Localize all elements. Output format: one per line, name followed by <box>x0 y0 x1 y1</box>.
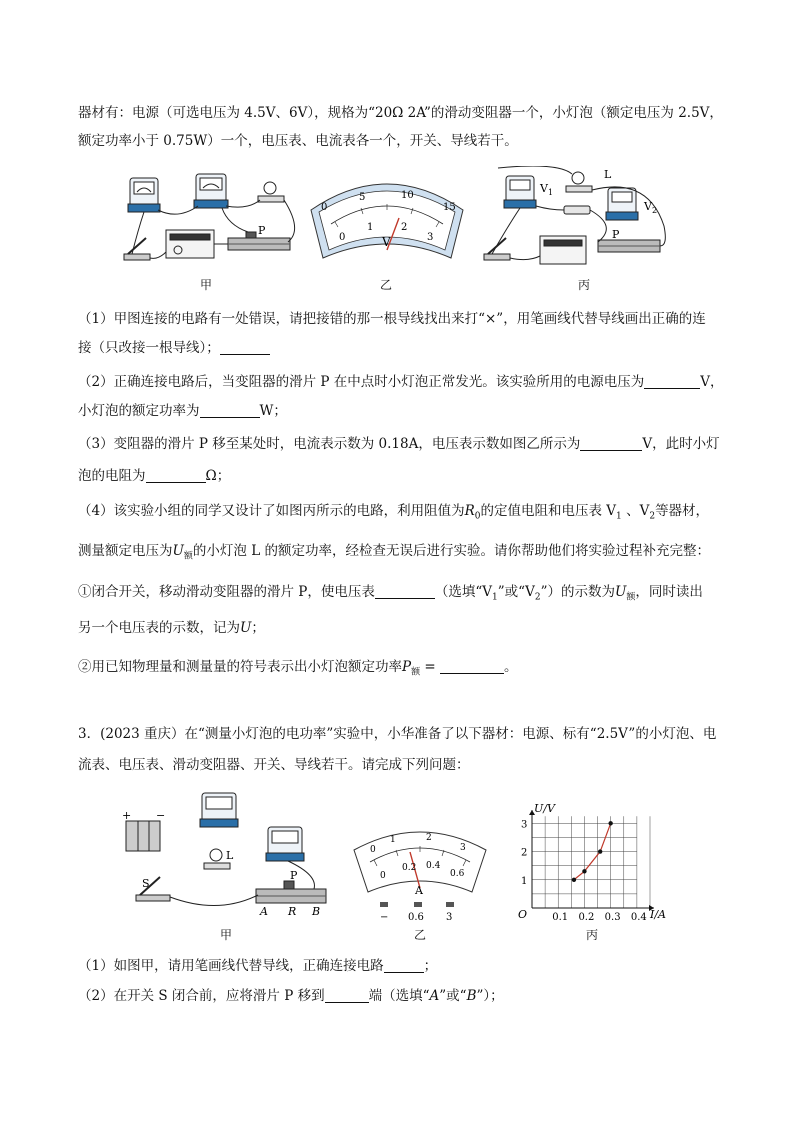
chart-origin-label: O <box>518 908 528 921</box>
q3-figure-bing-ui-graph <box>500 800 680 930</box>
q2-figure-bing <box>478 166 678 271</box>
meter-top-tick-0: 0 <box>321 202 328 213</box>
x-tick-label: 0.1 <box>552 912 569 923</box>
chart-ylabel: U/V <box>534 802 555 815</box>
q3-figure-yi-ammeter <box>350 822 490 927</box>
data-point <box>608 821 612 825</box>
ammeter-unit: A <box>415 884 423 897</box>
fig-bing-P-label: P <box>612 228 620 241</box>
q3-caption-bing: 丙 <box>586 928 599 942</box>
q3-figure-jia <box>118 785 333 925</box>
q2-part2-line2: 小灯泡的额定功率为 W； <box>78 403 287 419</box>
x-tick-label: 0.3 <box>604 912 621 923</box>
q3-caption-yi: 乙 <box>414 928 427 942</box>
fig-jia-P-label: P <box>258 224 266 237</box>
data-point <box>598 849 602 853</box>
ammeter-bottom-tick-3: 0.6 <box>450 869 465 879</box>
q2-step1-line2: 另一个电压表的示数，记为U； <box>78 620 265 636</box>
q3-jia-S: S <box>142 877 150 890</box>
meter-top-tick-3: 15 <box>443 202 456 213</box>
x-tick-label: 0.2 <box>578 912 595 923</box>
meter-top-tick-1: 5 <box>359 192 366 203</box>
ammeter-terminal-0.6: 0.6 <box>408 912 424 923</box>
answer-blank[interactable] <box>384 958 424 973</box>
answer-blank[interactable] <box>220 340 270 355</box>
q2-figure-yi-meter <box>305 172 470 272</box>
data-point <box>572 878 576 882</box>
q2-part1-line1: （1）甲图连接的电路有一处错误，请把接错的那一根导线找出来打“×”，用笔画线代替导线画出正确的连 <box>78 311 706 327</box>
answer-blank[interactable] <box>375 584 435 599</box>
data-point <box>582 869 586 873</box>
q2-caption-jia: 甲 <box>200 278 213 292</box>
q3-caption-jia: 甲 <box>220 928 233 942</box>
q2-step1-line1: ①闭合开关，移动滑动变阻器的滑片 P，使电压表 （选填“$V_1$”或“$V_2$”）的示数为$U_额$，同时读出 <box>78 584 703 603</box>
q3-part1-line: （1）如图甲，请用笔画线代替导线，正确连接电路 ； <box>78 958 438 974</box>
ammeter-top-tick-1: 1 <box>390 835 396 845</box>
meter-bottom-tick-0: 0 <box>339 232 346 243</box>
ammeter-terminal-minus: − <box>380 912 389 923</box>
q2-part3-line1: （3）变阻器的滑片 P 移至某处时，电流表示数为 0.18A，电压表示数如图乙所示为 V，此时小灯 <box>78 436 720 452</box>
meter-bottom-tick-1: 1 <box>367 222 374 233</box>
q3-intro-line2: 流表、电压表、滑动变阻器、开关、导线若干。请完成下列问题： <box>78 757 470 773</box>
meter-bottom-tick-3: 3 <box>427 232 434 243</box>
q2-figure-jia <box>118 170 303 270</box>
ammeter-terminal-3: 3 <box>446 912 453 923</box>
fig-bing-V2-label: $V_2$ <box>644 200 658 215</box>
fig-bing-L-label: L <box>604 168 612 181</box>
q2-caption-bing: 丙 <box>578 278 591 292</box>
q2-step2-line: ②用已知物理量和测量量的符号表示出小灯泡额定功率$P_额$ = 。 <box>78 659 518 678</box>
q3-jia-A: A <box>260 905 268 918</box>
ammeter-top-tick-3: 3 <box>460 843 466 853</box>
q3-jia-plus: + <box>122 809 132 822</box>
q2-part4-line2: 测量额定电压为$U_额$的小灯泡 L 的额定功率，经检查无误后进行实验。请你帮助他们将实验过程补充完整： <box>78 543 710 562</box>
fig-bing-V1-label: $V_1$ <box>540 182 554 197</box>
answer-blank[interactable] <box>325 988 369 1003</box>
meter-top-tick-2: 10 <box>401 190 414 201</box>
x-tick-label: 0.4 <box>630 912 647 923</box>
q2-intro-line1: 器材有：电源（可选电压为 4.5V、6V），规格为“20Ω 2A”的滑动变阻器一个，小灯泡（额定电压为 2.5V， <box>78 105 723 121</box>
answer-blank[interactable] <box>440 659 504 674</box>
q2-part4-line1: （4）该实验小组的同学又设计了如图丙所示的电路，利用阻值为$R_0$的定值电阻和电压表 $V_1$ 、$V_2$等器材， <box>78 503 710 522</box>
q3-jia-R: R <box>288 905 297 918</box>
answer-blank[interactable] <box>644 374 700 389</box>
answer-blank[interactable] <box>580 436 642 451</box>
q3-jia-P: P <box>290 869 298 882</box>
ammeter-bottom-tick-2: 0.4 <box>426 861 441 871</box>
ammeter-top-tick-0: 0 <box>370 845 376 855</box>
q3-part2-line: （2）在开关 S 闭合前，应将滑片 P 移到 端（选填“A”或“B”）； <box>78 988 504 1004</box>
answer-blank[interactable] <box>200 403 260 418</box>
ammeter-bottom-tick-1: 0.2 <box>402 863 417 873</box>
y-tick-label: 2 <box>521 847 528 859</box>
q2-part3-line2: 泡的电阻为 Ω； <box>78 468 231 484</box>
q3-intro-line1: 3．(2023 重庆）在“测量小灯泡的电功率”实验中，小华准备了以下器材：电源、标有“2.5V”的小灯泡、电 <box>78 726 717 742</box>
meter-unit: V <box>382 235 391 249</box>
y-tick-label: 1 <box>521 875 528 887</box>
answer-blank[interactable] <box>146 468 206 483</box>
ammeter-bottom-tick-0: 0 <box>380 871 386 881</box>
q2-caption-yi: 乙 <box>380 278 393 292</box>
y-tick-label: 3 <box>521 819 528 831</box>
q2-part2-line1: （2）正确连接电路后，当变阻器的滑片 P 在中点时小灯泡正常发光。该实验所用的电源电压为 V， <box>78 374 724 390</box>
q3-jia-B: B <box>312 905 321 918</box>
q3-jia-minus: − <box>156 809 166 822</box>
ammeter-top-tick-2: 2 <box>426 833 432 843</box>
chart-xlabel: I/A <box>650 908 666 921</box>
meter-bottom-tick-2: 2 <box>401 222 408 233</box>
q2-part1-line2: 接（只改接一根导线）； <box>78 338 270 358</box>
q2-intro-line2: 额定功率小于 0.75W）一个，电压表、电流表各一个，开关、导线若干。 <box>78 133 518 149</box>
q3-jia-L: L <box>226 849 234 862</box>
